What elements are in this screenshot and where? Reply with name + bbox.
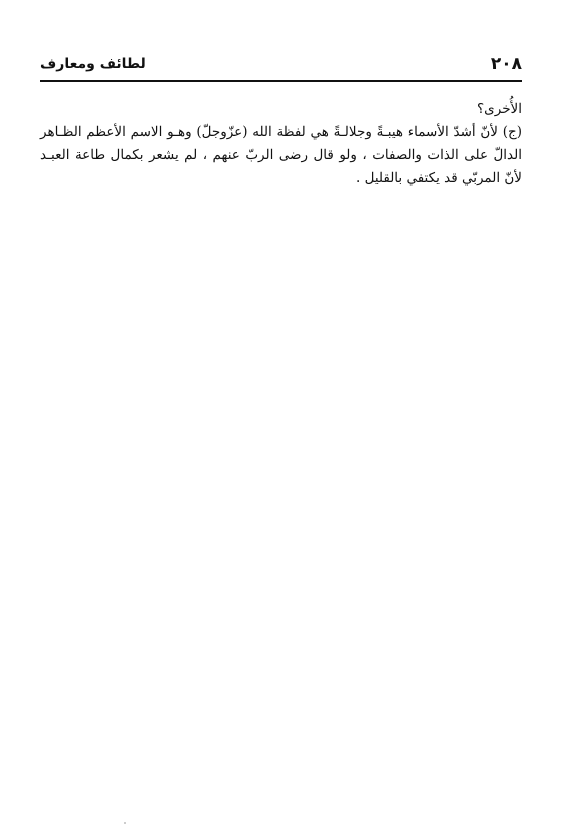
book-title: لطائف ومعارف bbox=[40, 56, 146, 72]
scan-speck bbox=[124, 822, 126, 824]
text-line: الأُخرى؟ bbox=[477, 101, 522, 117]
text-line: لأنّ المربّي قد يكتفي بالقليل . bbox=[356, 170, 522, 186]
text-line: الدالّ على الذات والصفات ، ولو قال رضى الربّ عنهم ، لم يشعر بكمال طاعة العبـد bbox=[40, 147, 522, 163]
text-line: (ج) لأنّ أشدّ الأسماء هيبـةً وجلالـةً هي لفظة الله (عزّوجلّ) وهـو الاسم الأعظم الظـاهر bbox=[40, 124, 522, 140]
body-text bbox=[40, 98, 522, 190]
answer-paragraph bbox=[40, 121, 522, 190]
question-tail-line bbox=[40, 98, 522, 121]
running-header bbox=[40, 52, 522, 80]
page-number: ٢٠٨ bbox=[490, 54, 522, 74]
header-divider bbox=[40, 80, 522, 82]
